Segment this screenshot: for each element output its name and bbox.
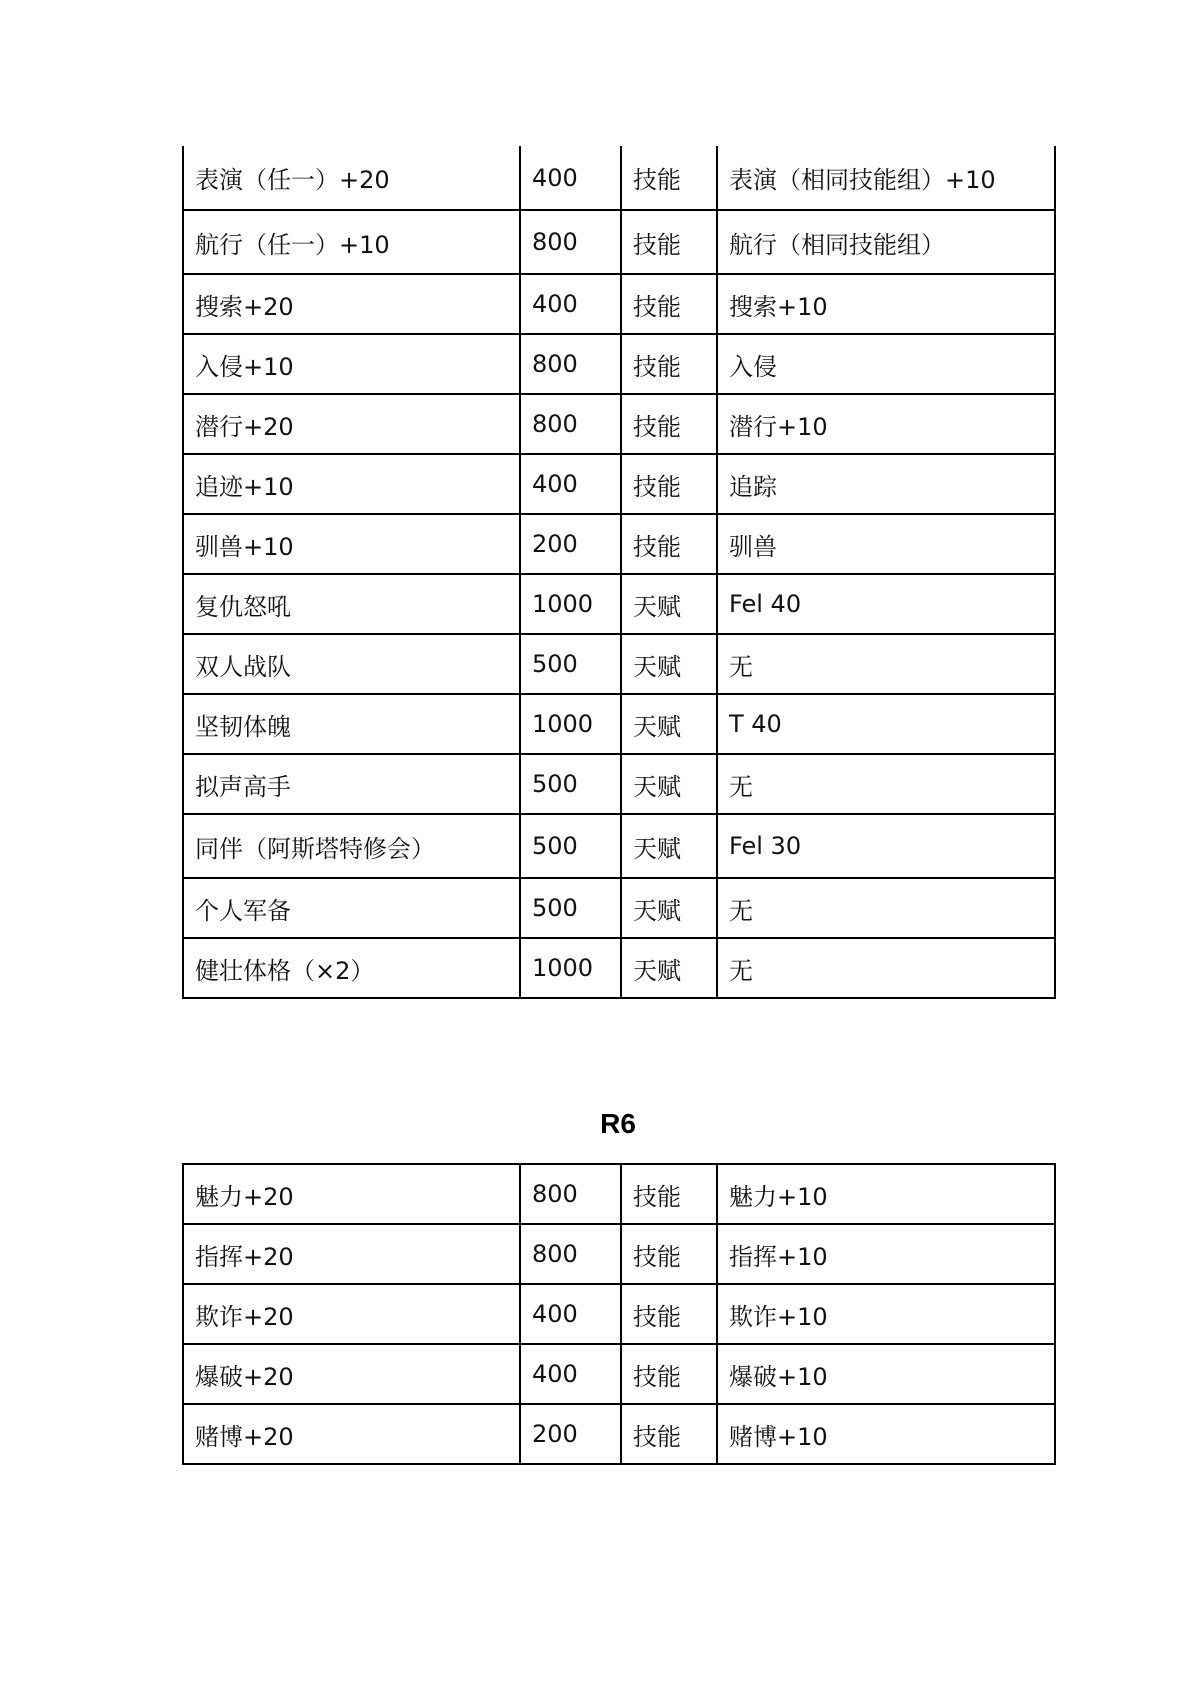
prerequisite-cell: 搜索+10: [717, 274, 1055, 334]
advances-table-body: [183, 1164, 1055, 1464]
prerequisite-cell: 表演（相同技能组）+10: [717, 146, 1055, 210]
prerequisite-cell: 无: [717, 634, 1055, 694]
advance-name-cell: 赌博+20: [183, 1404, 520, 1464]
table-row: [183, 454, 1055, 514]
cost-cell: 400: [520, 146, 621, 210]
prerequisite-cell: T 40: [717, 694, 1055, 754]
section-heading-rank: R6: [600, 1108, 636, 1139]
table-row: [183, 1284, 1055, 1344]
prerequisite-cell: 潜行+10: [717, 394, 1055, 454]
type-cell: 天赋: [621, 574, 717, 634]
prerequisite-cell: 航行（相同技能组）: [717, 210, 1055, 274]
advances-table-r6: [182, 1163, 1056, 1465]
cost-cell: 800: [520, 394, 621, 454]
table-row: [183, 814, 1055, 878]
advance-name-cell: 驯兽+10: [183, 514, 520, 574]
advance-name-cell: 爆破+20: [183, 1344, 520, 1404]
type-cell: 技能: [621, 334, 717, 394]
table-row: [183, 1224, 1055, 1284]
advance-name-cell: 欺诈+20: [183, 1284, 520, 1344]
advance-name-cell: 指挥+20: [183, 1224, 520, 1284]
table-row: [183, 878, 1055, 938]
cost-cell: 400: [520, 1284, 621, 1344]
type-cell: 天赋: [621, 814, 717, 878]
prerequisite-cell: 赌博+10: [717, 1404, 1055, 1464]
advance-name-cell: 坚韧体魄: [183, 694, 520, 754]
table-row: [183, 754, 1055, 814]
table-row: [183, 634, 1055, 694]
advance-name-cell: 追迹+10: [183, 454, 520, 514]
cost-cell: 800: [520, 1164, 621, 1224]
type-cell: 技能: [621, 1224, 717, 1284]
table-row: [183, 1164, 1055, 1224]
cost-cell: 200: [520, 514, 621, 574]
table-row: [183, 694, 1055, 754]
table-row: [183, 210, 1055, 274]
table-row: [183, 334, 1055, 394]
table-row: [183, 938, 1055, 998]
type-cell: 技能: [621, 1404, 717, 1464]
table-row: [183, 514, 1055, 574]
advances-table-continued: [182, 146, 1056, 999]
cost-cell: 1000: [520, 694, 621, 754]
table-row: [183, 574, 1055, 634]
cost-cell: 500: [520, 878, 621, 938]
prerequisite-cell: 入侵: [717, 334, 1055, 394]
advance-name-cell: 健壮体格（×2）: [183, 938, 520, 998]
type-cell: 天赋: [621, 634, 717, 694]
cost-cell: 800: [520, 1224, 621, 1284]
type-cell: 技能: [621, 454, 717, 514]
prerequisite-cell: 指挥+10: [717, 1224, 1055, 1284]
advance-name-cell: 个人军备: [183, 878, 520, 938]
type-cell: 技能: [621, 1344, 717, 1404]
cost-cell: 500: [520, 814, 621, 878]
advance-name-cell: 入侵+10: [183, 334, 520, 394]
prerequisite-cell: 无: [717, 754, 1055, 814]
type-cell: 技能: [621, 394, 717, 454]
advance-name-cell: 航行（任一）+10: [183, 210, 520, 274]
prerequisite-cell: Fel 30: [717, 814, 1055, 878]
type-cell: 技能: [621, 1284, 717, 1344]
cost-cell: 400: [520, 1344, 621, 1404]
cost-cell: 800: [520, 210, 621, 274]
advance-name-cell: 复仇怒吼: [183, 574, 520, 634]
type-cell: 天赋: [621, 938, 717, 998]
prerequisite-cell: 魅力+10: [717, 1164, 1055, 1224]
cost-cell: 200: [520, 1404, 621, 1464]
advance-name-cell: 魅力+20: [183, 1164, 520, 1224]
type-cell: 天赋: [621, 878, 717, 938]
advance-name-cell: 潜行+20: [183, 394, 520, 454]
cost-cell: 1000: [520, 938, 621, 998]
advance-name-cell: 双人战队: [183, 634, 520, 694]
advance-name-cell: 表演（任一）+20: [183, 146, 520, 210]
prerequisite-cell: 欺诈+10: [717, 1284, 1055, 1344]
prerequisite-cell: 无: [717, 878, 1055, 938]
table-row: [183, 1404, 1055, 1464]
type-cell: 天赋: [621, 754, 717, 814]
type-cell: 技能: [621, 210, 717, 274]
advance-name-cell: 搜索+20: [183, 274, 520, 334]
type-cell: 天赋: [621, 694, 717, 754]
advance-name-cell: 拟声高手: [183, 754, 520, 814]
cost-cell: 500: [520, 634, 621, 694]
prerequisite-cell: 追踪: [717, 454, 1055, 514]
table-row: [183, 274, 1055, 334]
prerequisite-cell: 爆破+10: [717, 1344, 1055, 1404]
cost-cell: 400: [520, 274, 621, 334]
table-row: [183, 146, 1055, 210]
cost-cell: 1000: [520, 574, 621, 634]
prerequisite-cell: 无: [717, 938, 1055, 998]
type-cell: 技能: [621, 514, 717, 574]
table-row: [183, 1344, 1055, 1404]
type-cell: 技能: [621, 274, 717, 334]
cost-cell: 400: [520, 454, 621, 514]
prerequisite-cell: 驯兽: [717, 514, 1055, 574]
advances-table-body: [183, 146, 1055, 998]
advance-name-cell: 同伴（阿斯塔特修会）: [183, 814, 520, 878]
table-row: [183, 394, 1055, 454]
cost-cell: 800: [520, 334, 621, 394]
type-cell: 技能: [621, 1164, 717, 1224]
type-cell: 技能: [621, 146, 717, 210]
cost-cell: 500: [520, 754, 621, 814]
prerequisite-cell: Fel 40: [717, 574, 1055, 634]
